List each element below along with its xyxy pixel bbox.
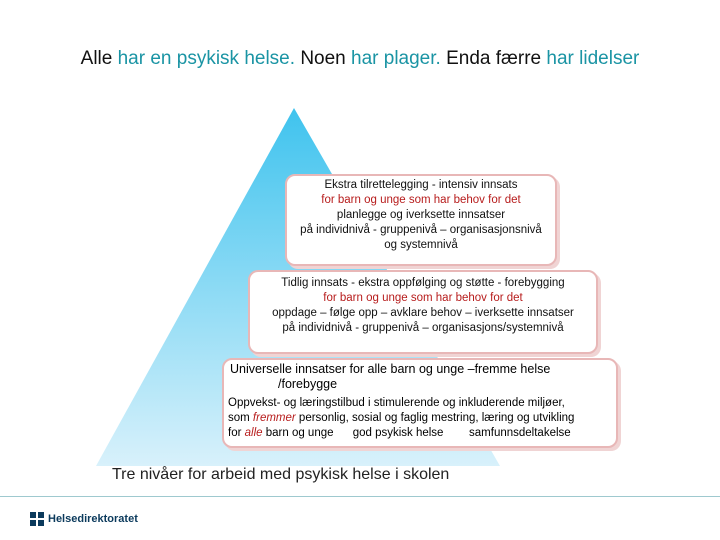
tier3-line1: Oppvekst- og læringstilbud i stimulerende og inkluderende miljøer, <box>228 397 565 409</box>
tier3-heading-2: /forebygge <box>278 377 338 391</box>
tier3-alle: alle <box>244 427 263 439</box>
tier-early-box <box>248 270 598 354</box>
tier3-heading-1: Universelle innsatser for alle barn og unge –fremme helse <box>230 362 551 376</box>
title-part-6: har lidelser <box>541 48 640 69</box>
logo-text: Helsedirektoratet <box>48 513 138 525</box>
tier1-line2: planlegge og iverksette innsatser <box>336 209 506 221</box>
caption: Tre nivåer for arbeid med psykisk helse i skolen <box>112 466 450 483</box>
title-enda-faerre: Enda færre <box>446 48 542 69</box>
tier3-line3d: god psykisk helse <box>352 427 444 439</box>
tier2-target: for barn og unge som har behov for det <box>323 292 523 304</box>
logo-mark-icon <box>30 512 44 526</box>
tier-intensive-box <box>285 174 557 266</box>
tier1-heading: Ekstra tilrettelegging - intensiv innsats <box>324 179 518 191</box>
tier3-line3c: barn og unge <box>262 427 334 439</box>
title-part-4: har plager. <box>345 48 447 69</box>
tier3-line2a: som <box>228 412 253 424</box>
tier1-line4: og systemnivå <box>384 239 458 251</box>
tier-universal-box <box>222 358 618 448</box>
tier3-line3 <box>228 426 612 441</box>
title-alle: Alle <box>80 48 113 69</box>
tier3-line2 <box>228 411 612 426</box>
tier2-line3: på individnivå - gruppenivå – organisasjons/systemnivå <box>282 322 564 334</box>
tier2-line2: oppdage – følge opp – avklare behov – iverksette innsatser <box>272 307 574 319</box>
tier2-heading: Tidlig innsats - ekstra oppfølging og støtte - forebygging <box>281 277 565 289</box>
tier3-line2c: personlig, sosial og faglig mestring, læring og utvikling <box>295 412 575 424</box>
tier3-line3a: for <box>228 427 245 439</box>
title-noen: Noen <box>300 48 346 69</box>
helsedirektoratet-logo <box>30 512 138 526</box>
tier1-target: for barn og unge som har behov for det <box>321 194 521 206</box>
tier3-line3e: samfunnsdeltakelse <box>469 427 571 439</box>
tier1-line3: på individnivå - gruppenivå – organisasjonsnivå <box>300 224 542 236</box>
footer-divider <box>0 496 720 497</box>
tier3-fremmer: fremmer <box>252 412 296 424</box>
title-part-2: har en psykisk helse. <box>112 48 301 69</box>
